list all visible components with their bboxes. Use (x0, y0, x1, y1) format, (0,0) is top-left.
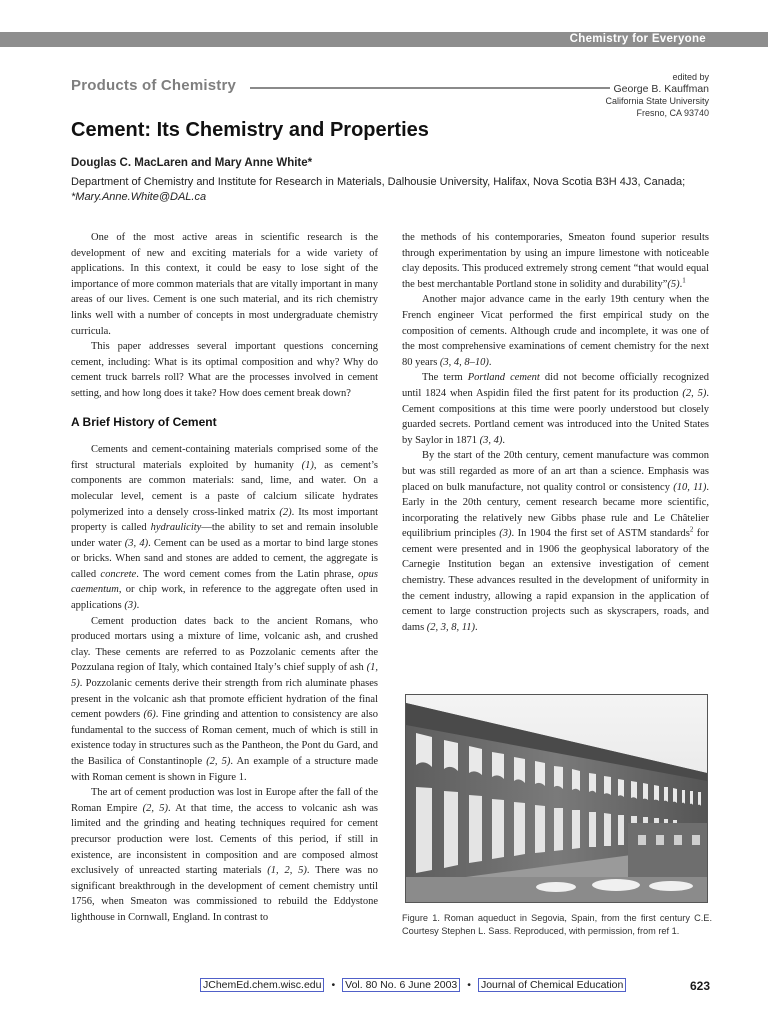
article-title: Cement: Its Chemistry and Properties (71, 119, 429, 141)
footer-bullet: • (331, 979, 336, 991)
header-rule (250, 87, 610, 89)
issue-info-link[interactable]: Vol. 80 No. 6 June 2003 (342, 978, 460, 992)
section-header-bar (0, 32, 768, 47)
section-label: Chemistry for Everyone (569, 33, 706, 45)
aqueduct-photo (405, 694, 708, 903)
page-number: 623 (689, 979, 710, 993)
affiliation-text: Department of Chemistry and Institute for Research in Materials, Dalhousie University, Halifax, Nova Scotia B3H 4J3, Canada; (71, 176, 686, 188)
article-authors: Douglas C. MacLaren and Mary Anne White* (71, 157, 313, 169)
journal-name-link[interactable]: Journal of Chemical Education (478, 978, 626, 992)
history-paragraph-3: The art of cement production was lost in Europe after the fall of the Roman Empire (2, 5). At that time, the access to volcanic ash was limited and the grinding and heating techniques required for cement precursor production were lost. Cements of this period, if still in existence, are inconsistent in composition and are composed almost exclusively of unreacted starting materials (1, 2, 5). There was no significant breakthrough in the development of cement chemistry until 1756, when Smeaton was commissioned to rebuild the Eddystone lighthouse in Cornwall, England. In contrast to (71, 787, 379, 923)
left-text-column (71, 230, 378, 926)
intro-paragraph-2: This paper addresses several important questions concerning cement, including: What is its optimal composition and why? Why do cement truck barrels roll? What are the processes involved in cement setting, and how long does it take? How does cement break down? (71, 341, 378, 399)
right-text-column (402, 230, 709, 635)
section-heading-history: A Brief History of Cement (71, 414, 217, 429)
column-title: Products of Chemistry (71, 77, 237, 94)
history-paragraph-3-continued: the methods of his contemporaries, Smeaton found superior results through experimentation by using an impure limestone with noticeable clay deposits. This produced extremely strong cement “that would equal the best merchantable Portland stone in solidity and durability”(5).$^1$ (402, 232, 709, 290)
history-paragraph-4: Another major advance came in the early 19th century when the French engineer Vicat performed the first empirical study on the composition of cements. Although crude and incomplete, it was one of the most comprehensive examinations of cement chemistry for the next 80 years (3, 4, 8–10). (402, 294, 709, 368)
edited-by-label: edited by (672, 72, 709, 82)
editor-location: Fresno, CA 93740 (636, 108, 709, 118)
history-paragraph-6: By the start of the 20th century, cement manufacture was common but was still regarded as more of an art than a science. Emphasis was placed on bulk manufacture, not quality control or consistency (10, 11). Early in the 20th century, cement research became more scientific, incorporating the relatively new Gibbs phase rule and Le Châtelier equilibrium principles (3). In 1904 the first set of ASTM standards$^2$ for cement were presented and in 1906 the geophysical laboratory of the Carnegie Institution began an extensive investigation of cement chemistry. These advances resulted in the development of uniformity in the cement industry, allowing a rapid expansion in the application of cement to large construction projects such as skyscrapers, roads, and dams (2, 3, 8, 11). (402, 450, 709, 633)
editor-name: George B. Kauffman (613, 83, 709, 95)
footer-bullet: • (467, 979, 471, 991)
intro-paragraph-1: One of the most active areas in scientific research is the development of new and exciting materials for a wide variety of applications. In this context, it could be easy to lose sight of the importance of more common materials that are vitally important in many areas of our lives. Cement is one such material, and its rich chemistry links well with a number of concepts in most undergraduate chemistry curricula. (71, 232, 378, 337)
history-paragraph-5: The term Portland cement did not become officially recognized until 1824 when Aspidin filed the first patent for its production (2, 5). Cement compositions at this time were poorly understood but closely guarded secrets. Portland cement was introduced into the United States by Saylor in 1871 (3, 4). (402, 372, 709, 446)
journal-website-link[interactable]: JChemEd.chem.wisc.edu (200, 978, 324, 992)
editor-block (605, 71, 709, 119)
author-affiliation (71, 175, 711, 205)
editor-institution: California State University (605, 96, 709, 106)
history-paragraph-1: Cements and cement-containing materials comprised some of the first structural materials exploited by humanity (1), as cement’s components are common materials: sand, lime, and water. On a molecular level, cement is a paste of calcium silicate hydrates polymerized into a densely cross-linked matrix (2). Its most important property is called hydraulicity—the ability to set and remain insoluble under water (3, 4). Cement can be used as a mortar to bind large stones or bricks. When sand and stones are added to cement, the aggregate is called concrete. The word cement comes from the Latin phrase, opus caementum, or chip work, in reference to the aggregate often used in applications (3). (71, 444, 379, 612)
aqueduct-illustration (406, 695, 707, 902)
author-email[interactable]: *Mary.Anne.White@DAL.ca (71, 191, 207, 203)
figure-caption: Figure 1. Roman aqueduct in Segovia, Spain, from the first century C.E. Courtesy Stephen L. Sass. Reproduced, with permission, from ref 1. (402, 913, 712, 936)
history-paragraph-2: Cement production dates back to the ancient Romans, who produced mortars using a mixture of lime, volcanic ash, and crushed clay. These cements are referred to as Pozzolanic cements after the Pozzulana region of Italy, which contained Italy’s chief supply of ash (1, 5). Pozzolanic cements derive their strength from rich aluminate phases present in the volcanic ash that promote efficient hydration of the final cement powders (6). Fine grinding and attention to consistency are also fundamental to the success of Roman cement, much of which is still in existence today in structures such as the Pantheon, the Pont du Gard, and the Basilica of Constantinople (2, 5). An example of a structure made with Roman cement is shown in Figure 1. (71, 615, 378, 783)
page-footer (200, 979, 626, 991)
